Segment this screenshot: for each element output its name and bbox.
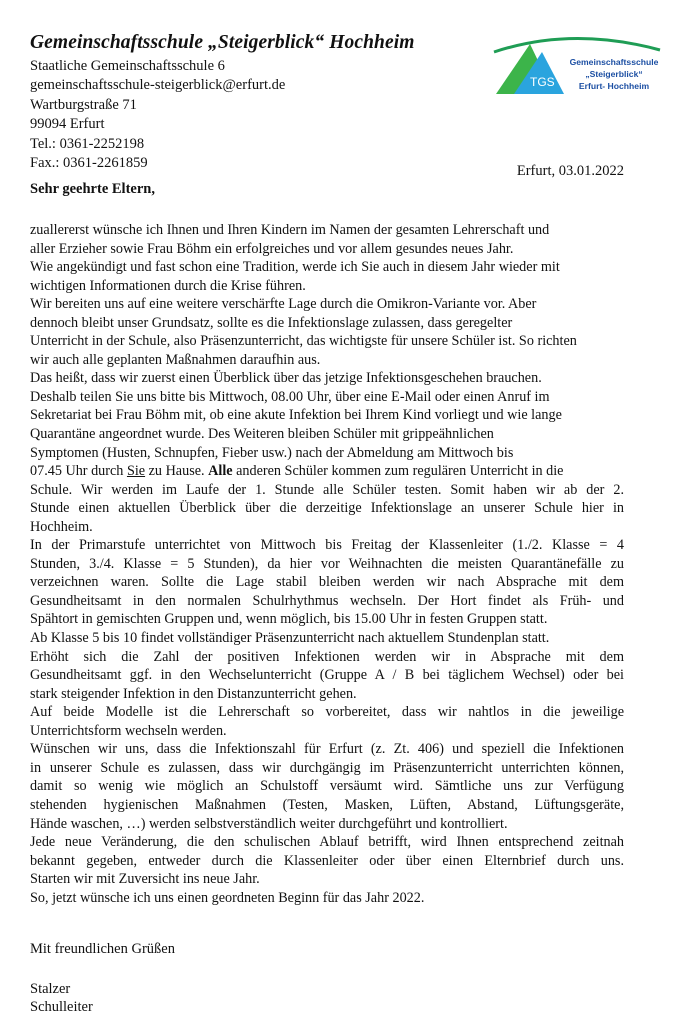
body-line: damit so wenig wie möglich an Schulstoff versäumt wird. Sämtliche uns zur Verfügung	[30, 778, 624, 795]
underlined-word: Sie	[126, 463, 146, 480]
body-line: Das heißt, dass wir zuerst einen Überblick über das jetzige Infektionsgeschehen brauchen.	[30, 370, 542, 387]
salutation: Sehr geehrte Eltern,	[30, 181, 155, 197]
logo-arc	[494, 38, 660, 52]
body-line: Starten wir mit Zuversicht ins neue Jahr.	[30, 871, 260, 888]
school-email-line: gemeinschaftsschule-steigerblick@erfurt.de	[30, 77, 286, 94]
body-line: Hochheim.	[30, 518, 93, 535]
body-line: Ab Klasse 5 bis 10 findet vollständiger Präsenzunterricht nach aktuellem Stundenplan statt.	[30, 630, 550, 647]
city-line: 99094 Erfurt	[30, 116, 105, 133]
signer-title: Schulleiter	[30, 999, 93, 1015]
body-line: Symptomen (Husten, Schnupfen, Fieber usw.) nach der Abmeldung am Mittwoch bis	[30, 444, 514, 461]
body-line: Quarantäne angeordnet wurde. Des Weiteren bleiben Schüler mit grippeähnlichen	[30, 426, 494, 443]
body-line: verzeichnen waren. Sollte die Lage stabil bleiben werden wir nach Absprache mit dem	[30, 574, 624, 591]
signer-name: Stalzer	[30, 981, 71, 997]
body-line	[30, 462, 624, 481]
body-line: Gesundheitsamt in den normalen Schulrhythmus wechseln. Der Hort findet als Früh- und	[30, 592, 624, 609]
body-line: bekannt gegeben, entweder durch die Klassenleiter oder über einen Elternbrief durch uns.	[30, 852, 624, 869]
body-line: zuallererst wünsche ich Ihnen und Ihren Kindern im Namen der gesamten Lehrerschaft und	[30, 222, 550, 238]
body-line: In der Primarstufe unterrichtet von Mittwoch bis Freitag der Klassenleiter (1./2. Klasse = 4	[30, 537, 624, 554]
body-line: Stunden, 3./4. Klasse = 5 Stunden), da hier vor Weihnachten die meisten Quarantänefälle zu	[30, 555, 624, 572]
body-line: Unterricht in der Schule, also Präsenzunterricht, das wichtigste für unsere Schüler ist. So richten	[30, 333, 577, 350]
body-line: Deshalb teilen Sie uns bitte bis Mittwoch, 08.00 Uhr, über eine E-Mail oder einen Anruf im	[30, 388, 550, 405]
phone-line: Tel.: 0361-2252198	[30, 135, 145, 152]
logo-abbr: TGS	[530, 75, 555, 89]
body-line: Sekretariat bei Frau Böhm mit, ob eine akute Infektion bei Ihrem Kind vorliegt und wie lange	[30, 407, 562, 424]
school-name: Gemeinschaftsschule „Steigerblick“ Hochheim	[30, 32, 415, 53]
body-line: Unterrichtsform wechseln werden.	[30, 722, 227, 739]
body-line: stark steigender Infektion in den Distanzunterricht gehen.	[30, 685, 357, 702]
body-line: Hände waschen, …) werden selbstverständlich weiter durchgeführt und kontrolliert.	[30, 815, 508, 832]
body-line: Spähtort in gemischten Gruppen und, wenn möglich, bis 15.00 Uhr in festen Gruppen statt.	[30, 611, 548, 628]
body-line: Wünschen wir uns, dass die Infektionszahl für Erfurt (z. Zt. 406) und speziell die Infektionen	[30, 741, 624, 758]
body-line: Gesundheitsamt ggf. in den Wechselunterricht (Gruppe A / B bei täglichem Wechsel) oder bei	[30, 667, 624, 684]
body-line: Jede neue Veränderung, die den schulischen Ablauf betrifft, wird Ihnen entsprechend zeitnah	[30, 834, 624, 851]
body-line: Auf beide Modelle ist die Lehrerschaft so vorbereitet, dass wir nahtlos in die jeweilige	[30, 704, 624, 721]
letter-body	[30, 221, 624, 907]
body-text-segment: zu Hause.	[145, 463, 209, 480]
closing-greeting: Mit freundlichen Grüßen	[30, 941, 175, 957]
body-line: dennoch bleibt unser Grundsatz, sollte es die Infektionslage zulassen, dass geregelter	[30, 314, 513, 331]
body-text-segment: 07.45 Uhr durch	[30, 463, 127, 480]
school-type-line: Staatliche Gemeinschaftsschule 6	[30, 58, 225, 74]
bold-word: Alle	[208, 463, 233, 480]
logo-caption-line-2: „Steigerblick“	[585, 69, 643, 80]
body-line: Stunde einen aktuellen Überblick über die derzeitige Infektionslage an unserer Schule hier in	[30, 500, 624, 517]
logo-caption-line-1: Gemeinschaftsschule	[569, 57, 659, 67]
letter-date: Erfurt, 03.01.2022	[516, 163, 624, 179]
body-line: Erhöht sich die Zahl der positiven Infektionen werden wir in Absprache mit dem	[30, 648, 624, 665]
body-line: aller Erzieher sowie Frau Böhm ein erfolgreiches und vor allem gesundes neues Jahr.	[30, 240, 514, 257]
street-line: Wartburgstraße 71	[30, 96, 137, 113]
body-line: in unserer Schule es zulassen, dass wir durchgängig im Präsenzunterricht unterrichten können,	[30, 759, 624, 776]
body-line: wichtigen Informationen durch die Krise führen.	[30, 277, 306, 294]
body-line: Schule. Wir werden im Laufe der 1. Stunde alle Schüler testen. Somit haben wir ab der 2.	[30, 481, 624, 498]
fax-line: Fax.: 0361-2261859	[30, 155, 148, 172]
logo-caption	[562, 56, 666, 93]
logo-caption-line-3: Erfurt- Hochheim	[578, 81, 650, 92]
school-address-block	[30, 57, 285, 173]
body-line: So, jetzt wünsche ich uns einen geordneten Beginn für das Jahr 2022.	[30, 889, 425, 906]
body-line: Wie angekündigt und fast schon eine Tradition, werde ich Sie auch in diesem Jahr wieder mit	[30, 259, 560, 276]
body-line: wir auch alle geplanten Maßnahmen daraufhin aus.	[30, 351, 321, 368]
body-line: stehenden hygienischen Maßnahmen (Testen, Masken, Lüften, Abstand, Lüftungsgeräte,	[30, 796, 624, 813]
body-text-segment: anderen Schüler kommen zum regulären Unterricht in die	[232, 463, 564, 480]
body-line: Wir bereiten uns auf eine weitere verschärfte Lage durch die Omikron-Variante vor. Aber	[30, 296, 537, 313]
